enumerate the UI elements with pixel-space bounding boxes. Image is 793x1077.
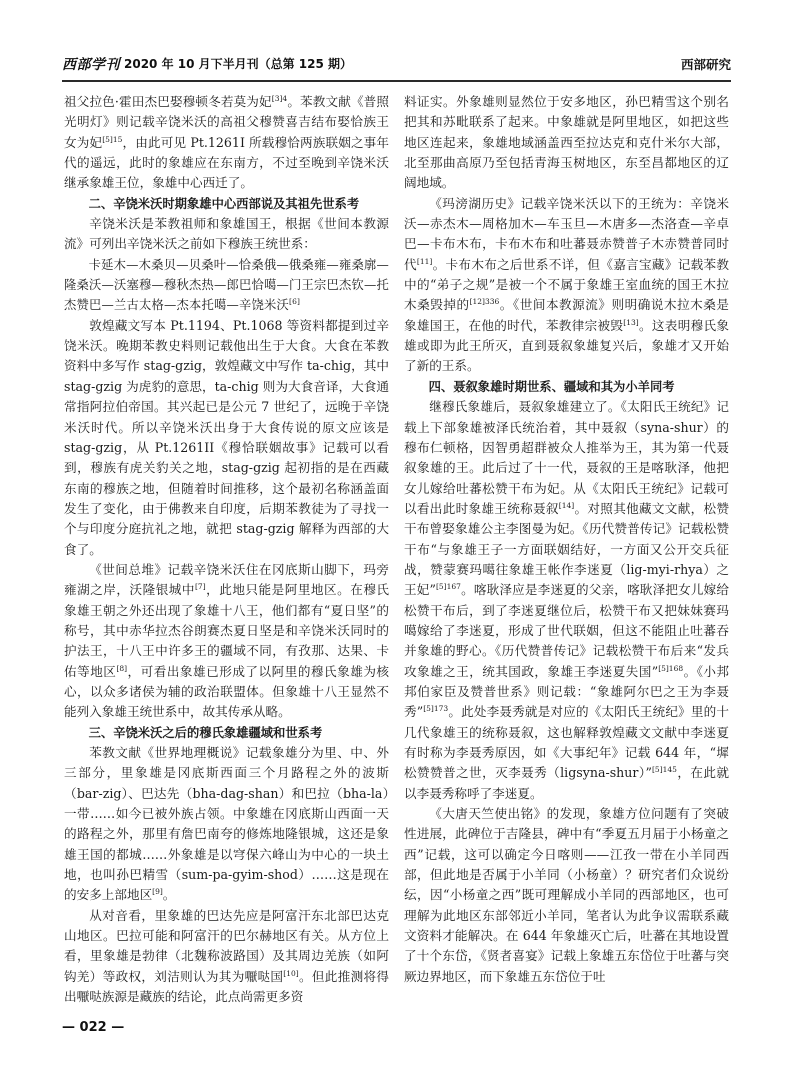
body-paragraph: 料证实。外象雄则显然位于安多地区，孙巴精雪这个别名把其和苏毗联系了起来。中象雄就是阿里地区，如把这些地区连起来，象雄地域涵盖西至拉达克和克什米尔大部，北至那曲高原乃至包括青海玉树地区，东至昌都地区的辽阔地域。 (404, 94, 729, 191)
section-heading: 三、辛饶米沃之后的穆氏象雄疆域和世系考 (88, 725, 323, 740)
left-column (64, 92, 389, 1022)
body-paragraph: 苯教文献《世界地理概说》记载象雄分为里、中、外三部分，里象雄是冈底斯西面三个月路程之外的波斯（bar-zig）、巴达先（bha-dag-shan）和巴拉（bha-la）一带……如今已被外族占领。中象雄在冈底斯山西面一天的路程之外，那里有詹巴南夸的修炼地隆银城，这还是象雄王国的都城……外象雄是以穹保六峰山为中心的一块土地，也叫孙巴精雪（sum-pa-gyim-shod）……这是现在的安多上部地区[9]。 (64, 745, 389, 903)
body-paragraph: 祖父拉色·霍田杰巴娶穆顿冬若莫为妃$^{[3]4}$。苯教文献《普照光明灯》则记载辛饶米沃的高祖父穆赞喜吉结布娶恰族王女为妃$^{[5]15}$，由此可见 Pt.1261I 所载穆恰两族联姻之事年代的遥远，此时的象雄应在东南方，不过至晚到辛饶米沃继承象雄王位，象雄中心西迁了。 (64, 93, 389, 191)
section-title: 西部研究 (680, 57, 731, 72)
citation-marker: [12]336 (469, 297, 500, 307)
citation-marker: [10] (283, 968, 299, 978)
citation-marker: [5]167 (435, 582, 461, 592)
citation-marker: [8] (116, 663, 128, 673)
page-number: — 022 — (62, 1020, 125, 1035)
right-column (404, 92, 729, 1022)
citation-marker: [9] (152, 887, 163, 897)
citation-marker: [13] (623, 317, 639, 327)
citation-marker: [11] (416, 256, 433, 266)
citation-marker: [5]15 (102, 134, 123, 144)
citation-marker: [5]173 (423, 704, 449, 714)
section-heading: 四、聂叙象雄时期世系、疆域和其为小羊同考 (428, 379, 675, 394)
issue-info: 2020 年 10 月下半月刊（总第 125 期） (124, 57, 353, 71)
citation-marker: [14] (558, 500, 575, 510)
body-paragraph: 《大唐天竺使出铭》的发现，象雄方位问题有了突破性进展，此碑位于吉隆县，碑中有“季夏五月届于小杨童之西”记载，这可以确定今日喀则——江孜一带在小羊同西部，但此地是否属于小羊同（小杨童）？研究者们众说纷纭，因“小杨童之西”既可理解成小羊同的西部地区，也可理解为此地区东部邻近小羊同，笔者认为此争议需联系藏文资料才能解决。在 644 年象雄灭亡后，吐蕃在其地设置了十个东岱，《贤者喜宴》记载上象雄五东岱位于吐蕃与突厥边界地区，而下象雄五东岱位于吐 (404, 806, 729, 984)
section-heading: 二、辛饶米沃时期象雄中心西部说及其祖先世系考 (88, 196, 360, 211)
body-paragraph: 辛饶米沃是苯教祖师和象雄国王，根据《世间本教源流》可列出辛饶米沃之前如下穆族王统世系： (64, 216, 389, 252)
citation-marker: [5]168 (658, 663, 684, 673)
journal-logo: 西部学刊 (62, 57, 120, 73)
citation-marker: [5]145 (652, 765, 677, 775)
citation-marker: [3]4 (271, 93, 288, 103)
citation-marker: [7] (195, 582, 206, 592)
body-paragraph: 《玛滂湖历史》记载辛饶米沃以下的王统为：辛饶米沃—赤杰木—周格加木—车玉旦—木唐多—杰洛查—辛卓巴—卡布木布，卡布木布和吐蕃聂赤赞普子木赤赞普同时代[11]。卡布木布之后世系不详，但《嘉言宝藏》记载苯教中的“弟子之规”是被一个不属于象雄王室血统的国王木拉木桑毁掉的$^{[12]336}$。《世间本教源流》则明确说木拉木桑是象雄国王，在他的时代，苯教律宗被毁[13]。这表明穆氏象雄或即为此王所灭，直到聂叙象雄复兴后，象雄才又开始了新的王系。 (404, 195, 729, 374)
page-header (62, 52, 731, 80)
body-paragraph: 敦煌藏文写本 Pt.1194、Pt.1068 等资料都提到过辛饶米沃。晚期苯教史料则记载他出生于大食。大食在苯教资料中多写作 stag-gzig，敦煌藏文中写作 ta-chig，其中 stag-gzig 为虎豹的意思，ta-chig 则为大食音译，大食通常指阿拉伯帝国。其兴起已是公元 7 世纪了，远晚于辛饶米沃时代。所以辛饶米沃出身于大食传说的原文应该是 stag-gzig，从 Pt.1261II《穆恰联姻故事》记载可以看到，穆族有虎关豹关之地，stag-gzig 起初指的是在西藏东南的穆族之地，但随着时间推移，这个最初名称涵盖面发生了变化，由于佛教来自印度，后期苯教徒为了寻找一个与印度分庭抗礼之地，就把 stag-gzig 解释为西部的大食了。 (64, 317, 389, 557)
body-paragraph: 继穆氏象雄后，聂叙象雄建立了。《太阳氏王统纪》记载上下部象雄被泽氏统治着，其中聂叙（syna-shur）的穆布仁顿格，因智勇超群被众人推举为王，其为第一代聂叙象雄的王。此后过了十一代，聂叙的王是喀耿泽，他把女儿嫁给吐蕃松赞干布为妃。从《太阳氏王统纪》记载可以看出此时象雄王统称聂叙[14]。对照其他藏文文献，松赞干布曾娶象雄公主李图曼为妃。《历代赞普传记》记载松赞干布“与象雄王子一方面联姻结好，一方面又公开交兵征战，赞蒙赛玛噶往象雄王帐作李迷夏（lig-myi-rhya）之王妃”$^{[5]167}$。喀耿泽应是李迷夏的父亲，喀耿泽把女儿嫁给松赞干布后，到了李迷夏继位后，松赞干布又把妹妹赛玛噶嫁给了李迷夏，形成了世代联姻，但这不能阻止吐蕃吞并象雄的野心。《历代赞普传记》记载松赞干布后来“发兵攻象雄之王，统其国政，象雄王李迷夏失国”$^{[5]168}$。《小邦邦伯家臣及赞普世系》则记载：“象雄阿尔巴之王为李聂秀”$^{[5]173}$。此处李聂秀就是对应的《太阳氏王统纪》里的十几代象雄王的统称聂叙，这也解释敦煌藏文文献中李迷夏有时称为李聂秀原因，如《大事纪年》记载 644 年，“墀松赞赞普之世，灭李聂秀（ligsyna-shur）”$^{[5]145}$，在此就以李聂秀称呼了李迷夏。 (404, 399, 729, 801)
body-paragraph: 《世间总堆》记载辛饶米沃住在冈底斯山脚下，玛旁雍湖之岸，沃隆银城中[7]，此地只能是阿里地区。在穆氏象雄王朝之外还出现了象雄十八王，他们都有“夏日坚”的称号，其中赤华拉杰谷朗赛杰夏日坚是和辛饶米沃同时的护法王，十八王中许多王的疆域不同，有孜那、达果、卡佑等地区[8]，可看出象雄已形成了以阿里的穆氏象雄为核心，以众多诸侯为辅的政治联盟体。但象雄十八王显然不能列入象雄王统世系中，故其传承从略。 (64, 561, 389, 720)
lineage-list: 卡延木—木桑贝—贝桑叶—恰桑俄—俄桑雍—雍桑廓—隆桑沃—沃塞穆—穆秋杰热—郎巴恰噶—门王宗巴杰钦—托杰赞巴—兰古太格—杰本托噶—辛饶米沃[6] (64, 257, 389, 313)
citation-marker: [6] (288, 297, 301, 307)
body-paragraph: 从对音看，里象雄的巴达先应是阿富汗东北部巴达克山地区。巴拉可能和阿富汗的巴尔赫地区有关。从方位上看，里象雄是勃律（北魏称波路国）及其周边羌族（如阿钩羌）等政权，刘洁则认为其为嚈哒国[10]。但此推测将得出嚈哒族源是藏族的结论，此点尚需更多资 (64, 907, 389, 1005)
header-divider (62, 80, 731, 82)
